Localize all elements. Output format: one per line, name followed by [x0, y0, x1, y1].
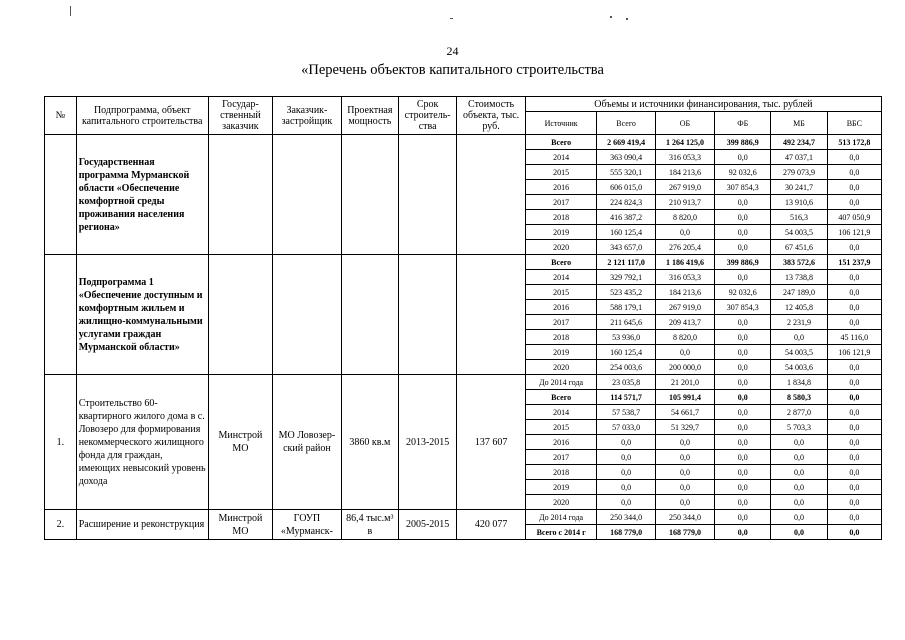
project-developer: МО Ловозер-ский район — [273, 375, 342, 510]
block-num-cell — [45, 135, 77, 255]
cell-ob: 276 205,4 — [655, 240, 714, 255]
cell-fb: 0,0 — [715, 420, 771, 435]
cell-vbs: 151 237,9 — [827, 255, 881, 270]
cell-mb: 67 451,6 — [771, 240, 827, 255]
cell-total: 211 645,6 — [597, 315, 655, 330]
cell-ob: 0,0 — [655, 450, 714, 465]
block-capacity-cell — [341, 255, 398, 375]
cell-fb: 0,0 — [715, 435, 771, 450]
cell-src: 2020 — [525, 360, 597, 375]
cell-total: 57 538,7 — [597, 405, 655, 420]
cell-src: 2015 — [525, 420, 597, 435]
cell-total: 555 320,1 — [597, 165, 655, 180]
block-developer-cell — [273, 135, 342, 255]
header-developer: Заказчик-застройщик — [273, 97, 342, 135]
cell-vbs: 0,0 — [827, 360, 881, 375]
cell-fb: 0,0 — [715, 240, 771, 255]
project-num: 2. — [45, 510, 77, 540]
cell-vbs: 0,0 — [827, 405, 881, 420]
cell-mb: 383 572,6 — [771, 255, 827, 270]
cell-vbs: 0,0 — [827, 180, 881, 195]
cell-total: 224 824,3 — [597, 195, 655, 210]
cell-ob: 1 186 419,6 — [655, 255, 714, 270]
cell-src: До 2014 года — [525, 510, 597, 525]
cell-fb: 0,0 — [715, 345, 771, 360]
cell-vbs: 0,0 — [827, 390, 881, 405]
header-funding: Объемы и источники финансирования, тыс. рублей — [525, 97, 881, 112]
cell-fb: 92 032,6 — [715, 285, 771, 300]
cell-ob: 316 053,3 — [655, 150, 714, 165]
cell-total: 0,0 — [597, 465, 655, 480]
project-name: Строительство 60-квартирного жилого дома в с. Ловозеро для формирования некоммерческого жилищного фонда для граждан, имеющих невысокий уровень дохода — [76, 375, 208, 510]
block-num-cell — [45, 255, 77, 375]
cell-total: 2 669 419,4 — [597, 135, 655, 150]
project-name: Расширение и реконструкция — [76, 510, 208, 540]
header-num: № — [45, 97, 77, 135]
cell-src: 2017 — [525, 195, 597, 210]
cell-ob: 168 779,0 — [655, 525, 714, 540]
cell-src: Всего — [525, 255, 597, 270]
cell-fb: 307 854,3 — [715, 300, 771, 315]
cell-src: 2018 — [525, 210, 597, 225]
header-capacity: Проектная мощность — [341, 97, 398, 135]
cell-vbs: 0,0 — [827, 270, 881, 285]
cell-mb: 5 703,3 — [771, 420, 827, 435]
cell-vbs: 0,0 — [827, 465, 881, 480]
cell-mb: 247 189,0 — [771, 285, 827, 300]
cell-src: 2018 — [525, 465, 597, 480]
cell-src: Всего с 2014 г — [525, 525, 597, 540]
project-cost: 137 607 — [457, 375, 526, 510]
cell-mb: 0,0 — [771, 510, 827, 525]
cell-src: 2020 — [525, 240, 597, 255]
cell-vbs: 0,0 — [827, 375, 881, 390]
cell-fb: 307 854,3 — [715, 180, 771, 195]
cell-vbs: 106 121,9 — [827, 225, 881, 240]
project-customer: Минстрой МО — [208, 510, 272, 540]
cell-mb: 54 003,6 — [771, 360, 827, 375]
project-capacity: 3860 кв.м — [341, 375, 398, 510]
cell-ob: 184 213,6 — [655, 165, 714, 180]
cell-total: 250 344,0 — [597, 510, 655, 525]
header-total: Всего — [597, 112, 655, 135]
cell-src: 2017 — [525, 450, 597, 465]
cell-ob: 0,0 — [655, 465, 714, 480]
cell-src: Всего — [525, 390, 597, 405]
cell-total: 114 571,7 — [597, 390, 655, 405]
cell-ob: 210 913,7 — [655, 195, 714, 210]
cell-vbs: 0,0 — [827, 495, 881, 510]
cell-ob: 105 991,4 — [655, 390, 714, 405]
project-customer: Минстрой МО — [208, 375, 272, 510]
header-cost: Стоимость объекта, тыс. руб. — [457, 97, 526, 135]
table-row — [45, 135, 882, 150]
cell-vbs: 513 172,8 — [827, 135, 881, 150]
cell-mb: 0,0 — [771, 480, 827, 495]
page-title: «Перечень объектов капитального строительства — [301, 62, 604, 78]
cell-total: 523 435,2 — [597, 285, 655, 300]
block-cost-cell — [457, 255, 526, 375]
cell-total: 57 033,0 — [597, 420, 655, 435]
cell-total: 0,0 — [597, 495, 655, 510]
cell-ob: 0,0 — [655, 495, 714, 510]
cell-src: 2019 — [525, 345, 597, 360]
header-mb: МБ — [771, 112, 827, 135]
cell-vbs: 0,0 — [827, 480, 881, 495]
cell-total: 0,0 — [597, 435, 655, 450]
cell-mb: 0,0 — [771, 465, 827, 480]
project-capacity: 86,4 тыс.м³ в — [341, 510, 398, 540]
project-cost: 420 077 — [457, 510, 526, 540]
block-developer-cell — [273, 255, 342, 375]
cell-total: 0,0 — [597, 480, 655, 495]
cell-mb: 30 241,7 — [771, 180, 827, 195]
cell-fb: 0,0 — [715, 525, 771, 540]
cell-fb: 0,0 — [715, 450, 771, 465]
cell-vbs: 0,0 — [827, 195, 881, 210]
cell-total: 343 657,0 — [597, 240, 655, 255]
cell-mb: 1 834,8 — [771, 375, 827, 390]
cell-src: 2016 — [525, 300, 597, 315]
cell-src: 2016 — [525, 180, 597, 195]
cell-ob: 51 329,7 — [655, 420, 714, 435]
cell-fb: 0,0 — [715, 495, 771, 510]
cell-fb: 0,0 — [715, 465, 771, 480]
cell-src: 2014 — [525, 405, 597, 420]
block-capacity-cell — [341, 135, 398, 255]
cell-ob: 8 820,0 — [655, 210, 714, 225]
cell-vbs: 0,0 — [827, 525, 881, 540]
cell-vbs: 0,0 — [827, 450, 881, 465]
cell-ob: 54 661,7 — [655, 405, 714, 420]
cell-src: 2014 — [525, 270, 597, 285]
cell-fb: 0,0 — [715, 480, 771, 495]
block-customer-cell — [208, 255, 272, 375]
cell-ob: 0,0 — [655, 225, 714, 240]
cell-ob: 267 919,0 — [655, 300, 714, 315]
cell-vbs: 0,0 — [827, 240, 881, 255]
table-row — [45, 510, 882, 525]
cell-total: 160 125,4 — [597, 225, 655, 240]
cell-vbs: 0,0 — [827, 285, 881, 300]
header-source: Источник — [525, 112, 597, 135]
cell-ob: 267 919,0 — [655, 180, 714, 195]
block-cost-cell — [457, 135, 526, 255]
cell-fb: 0,0 — [715, 405, 771, 420]
cell-fb: 0,0 — [715, 270, 771, 285]
cell-src: 2014 — [525, 150, 597, 165]
cell-src: 2017 — [525, 315, 597, 330]
cell-total: 23 035,8 — [597, 375, 655, 390]
cell-total: 168 779,0 — [597, 525, 655, 540]
header-term: Срок строитель-ства — [398, 97, 456, 135]
cell-ob: 250 344,0 — [655, 510, 714, 525]
header-vbs: ВБС — [827, 112, 881, 135]
cell-mb: 279 073,9 — [771, 165, 827, 180]
table-row — [45, 375, 882, 390]
cell-mb: 492 234,7 — [771, 135, 827, 150]
project-term: 2013-2015 — [398, 375, 456, 510]
project-num: 1. — [45, 375, 77, 510]
cell-total: 416 387,2 — [597, 210, 655, 225]
block-term-cell — [398, 135, 456, 255]
cell-total: 588 179,1 — [597, 300, 655, 315]
cell-ob: 0,0 — [655, 480, 714, 495]
header-fb: ФБ — [715, 112, 771, 135]
cell-src: 2019 — [525, 225, 597, 240]
cell-mb: 0,0 — [771, 435, 827, 450]
cell-vbs: 0,0 — [827, 315, 881, 330]
cell-mb: 516,3 — [771, 210, 827, 225]
cell-fb: 399 886,9 — [715, 255, 771, 270]
cell-mb: 13 910,6 — [771, 195, 827, 210]
cell-mb: 47 037,1 — [771, 150, 827, 165]
project-term: 2005-2015 — [398, 510, 456, 540]
cell-mb: 12 405,8 — [771, 300, 827, 315]
cell-fb: 0,0 — [715, 375, 771, 390]
cell-ob: 1 264 125,0 — [655, 135, 714, 150]
block-label: Подпрограмма 1 «Обеспечение доступным и комфортным жильем и жилищно-коммунальными услугами граждан Мурманской области» — [76, 255, 208, 375]
cell-ob: 0,0 — [655, 345, 714, 360]
cell-vbs: 0,0 — [827, 435, 881, 450]
cell-src: До 2014 года — [525, 375, 597, 390]
cell-total: 254 003,6 — [597, 360, 655, 375]
header-state-customer: Государ-ственный заказчик — [208, 97, 272, 135]
cell-vbs: 0,0 — [827, 300, 881, 315]
cell-mb: 0,0 — [771, 450, 827, 465]
cell-ob: 0,0 — [655, 435, 714, 450]
cell-src: 2015 — [525, 285, 597, 300]
cell-vbs: 0,0 — [827, 165, 881, 180]
cell-fb: 92 032,6 — [715, 165, 771, 180]
project-developer: ГОУП «Мурманск- — [273, 510, 342, 540]
cell-mb: 54 003,5 — [771, 225, 827, 240]
cell-ob: 184 213,6 — [655, 285, 714, 300]
cell-vbs: 45 116,0 — [827, 330, 881, 345]
cell-ob: 316 053,3 — [655, 270, 714, 285]
cell-fb: 399 886,9 — [715, 135, 771, 150]
cell-vbs: 0,0 — [827, 510, 881, 525]
cell-mb: 0,0 — [771, 330, 827, 345]
cell-total: 363 090,4 — [597, 150, 655, 165]
cell-src: 2015 — [525, 165, 597, 180]
cell-fb: 0,0 — [715, 510, 771, 525]
block-term-cell — [398, 255, 456, 375]
cell-vbs: 0,0 — [827, 420, 881, 435]
scan-specks — [70, 6, 770, 26]
table-row — [45, 255, 882, 270]
cell-mb: 54 003,5 — [771, 345, 827, 360]
cell-src: Всего — [525, 135, 597, 150]
cell-total: 329 792,1 — [597, 270, 655, 285]
cell-total: 160 125,4 — [597, 345, 655, 360]
cell-src: 2016 — [525, 435, 597, 450]
cell-ob: 8 820,0 — [655, 330, 714, 345]
cell-vbs: 106 121,9 — [827, 345, 881, 360]
cell-fb: 0,0 — [715, 360, 771, 375]
cell-mb: 2 231,9 — [771, 315, 827, 330]
cell-ob: 21 201,0 — [655, 375, 714, 390]
objects-table — [44, 96, 882, 540]
cell-src: 2018 — [525, 330, 597, 345]
cell-total: 0,0 — [597, 450, 655, 465]
cell-src: 2020 — [525, 495, 597, 510]
cell-fb: 0,0 — [715, 195, 771, 210]
cell-mb: 13 738,8 — [771, 270, 827, 285]
cell-vbs: 407 050,9 — [827, 210, 881, 225]
cell-fb: 0,0 — [715, 150, 771, 165]
cell-fb: 0,0 — [715, 225, 771, 240]
cell-mb: 0,0 — [771, 495, 827, 510]
cell-src: 2019 — [525, 480, 597, 495]
cell-total: 2 121 117,0 — [597, 255, 655, 270]
cell-fb: 0,0 — [715, 210, 771, 225]
cell-fb: 0,0 — [715, 390, 771, 405]
header-ob: ОБ — [655, 112, 714, 135]
cell-mb: 8 580,3 — [771, 390, 827, 405]
cell-total: 606 015,0 — [597, 180, 655, 195]
cell-ob: 209 413,7 — [655, 315, 714, 330]
cell-mb: 0,0 — [771, 525, 827, 540]
block-label: Государственная программа Мурманской области «Обеспечение комфортной среды проживания населения региона» — [76, 135, 208, 255]
block-customer-cell — [208, 135, 272, 255]
page-number: 24 — [446, 44, 459, 58]
header-subprogram: Подпрограмма, объект капитального строительства — [76, 97, 208, 135]
cell-mb: 2 877,0 — [771, 405, 827, 420]
cell-total: 53 936,0 — [597, 330, 655, 345]
cell-fb: 0,0 — [715, 330, 771, 345]
cell-fb: 0,0 — [715, 315, 771, 330]
cell-vbs: 0,0 — [827, 150, 881, 165]
cell-ob: 200 000,0 — [655, 360, 714, 375]
